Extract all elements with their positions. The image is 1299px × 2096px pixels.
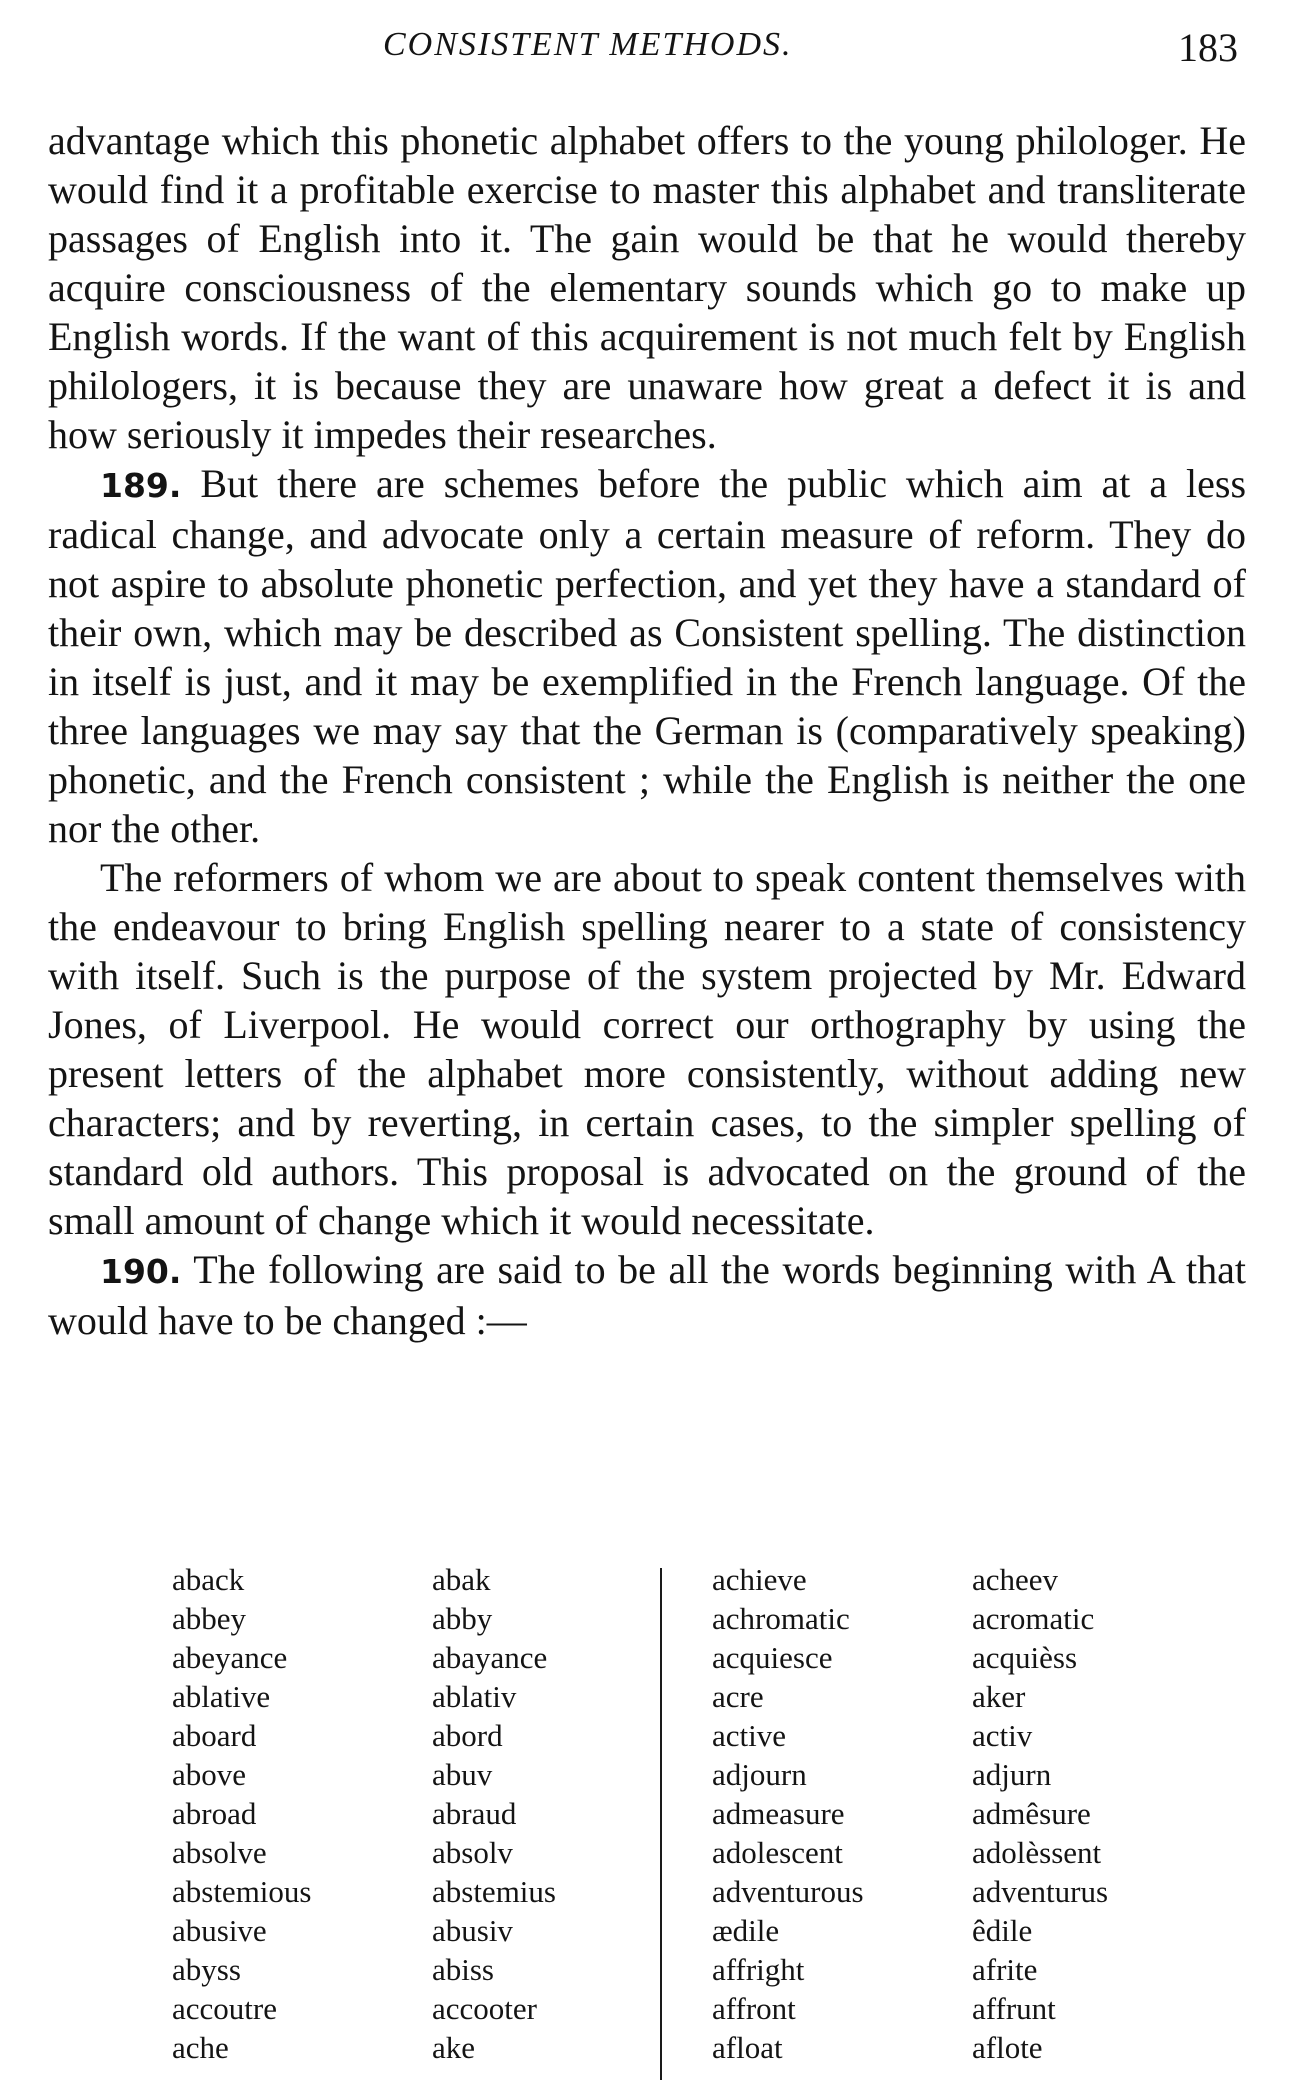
word-entry: ake — [432, 2030, 476, 2065]
word-entry: abord — [432, 1718, 503, 1753]
section-number: 190. — [100, 1252, 182, 1291]
paragraph-190 — [48, 1245, 1246, 1345]
word-entry: affrunt — [972, 1991, 1056, 2026]
page-header — [48, 18, 1248, 78]
column-reformed-2 — [972, 1560, 1108, 2067]
word-entry: afrite — [972, 1952, 1038, 1987]
paragraph-190-text: The following are said to be all the words beginning with A that would have to be changed :— — [48, 1247, 1247, 1343]
word-entry: achromatic — [712, 1601, 850, 1636]
word-entry: abstemius — [432, 1874, 556, 1909]
word-entry: accoutre — [172, 1991, 277, 2026]
word-entry: abroad — [172, 1796, 257, 1831]
word-entry: acheev — [972, 1562, 1059, 1597]
word-entry: absolv — [432, 1835, 513, 1870]
word-entry: abayance — [432, 1640, 548, 1675]
word-entry: adjourn — [712, 1757, 807, 1792]
word-entry: ache — [172, 2030, 229, 2065]
word-entry: adventurus — [972, 1874, 1109, 1909]
word-entry: active — [712, 1718, 787, 1753]
word-entry: accooter — [432, 1991, 537, 2026]
word-entry: afloat — [712, 2030, 783, 2065]
running-head: CONSISTENT METHODS. — [383, 26, 793, 63]
page-number: 183 — [1178, 25, 1238, 70]
word-entry: ædile — [712, 1913, 780, 1948]
word-entry: affront — [712, 1991, 796, 2026]
paragraph-3-text: The reformers of whom we are about to speak content themselves with the endeavour to bring English spelling nearer to a state of consistency with itself. Such is the purpose of the system projected by Mr. Edward Jones, of Liverpool. He would correct our orthography by using the present letters of the alphabet more consistently, without adding new characters; and by reverting, in certain cases, to the simpler spelling of standard old authors. This proposal is advocated on the ground of the small amount of change which it would necessitate. — [48, 855, 1246, 1243]
word-entry: abak — [432, 1562, 491, 1597]
word-entry: abyss — [172, 1952, 241, 1987]
word-entry: above — [172, 1757, 247, 1792]
paragraph-1-text: advantage which this phonetic alphabet offers to the young philologer. He would find it a profitable exercise to master this alphabet and transliterate passages of English into it. The gain would be that he would thereby acquire consciousness of the elementary sounds which go to make up English words. If the want of this acquirement is not much felt by English philologers, it is because they are unaware how great a defect it is and how seriously it impedes their researches. — [48, 118, 1246, 457]
section-number: 189. — [100, 466, 182, 505]
word-entry: abraud — [432, 1796, 517, 1831]
word-entry: abbey — [172, 1601, 247, 1636]
column-reformed-1 — [432, 1560, 556, 2067]
word-entry: acromatic — [972, 1601, 1095, 1636]
paragraph-189-text: But there are schemes before the public which aim at a less radical change, and advocate only a certain measure of reform. They do not aspire to absolute phonetic perfection, and yet they have a standard of their own, which may be described as Consistent spelling. The distinction in itself is just, and it may be exemplified in the French language. Of the three languages we may say that the German is (comparatively speaking) phonetic, and the French consistent ; while the English is neither the one nor the other. — [48, 461, 1247, 851]
word-entry: abuv — [432, 1757, 493, 1792]
word-entry: acquièss — [972, 1640, 1078, 1675]
word-entry: adolèssent — [972, 1835, 1102, 1870]
word-entry: abiss — [432, 1952, 494, 1987]
word-entry: acquiesce — [712, 1640, 833, 1675]
paragraph-3 — [48, 853, 1246, 1245]
paragraph-1 — [48, 116, 1246, 459]
word-entry: adolescent — [712, 1835, 843, 1870]
word-entry: ablativ — [432, 1679, 517, 1714]
word-entry: aboard — [172, 1718, 257, 1753]
word-entry: admeasure — [712, 1796, 845, 1831]
word-entry: abeyance — [172, 1640, 288, 1675]
paragraph-189 — [48, 459, 1246, 853]
column-original-2 — [712, 1560, 864, 2067]
word-entry: admêsure — [972, 1796, 1091, 1831]
word-entry: aflote — [972, 2030, 1043, 2065]
word-entry: activ — [972, 1718, 1033, 1753]
body-text — [48, 116, 1246, 1345]
word-entry: acre — [712, 1679, 764, 1714]
word-entry: absolve — [172, 1835, 267, 1870]
word-entry: abstemious — [172, 1874, 312, 1909]
word-entry: ablative — [172, 1679, 271, 1714]
word-entry: affright — [712, 1952, 805, 1987]
word-entry: abusive — [172, 1913, 267, 1948]
column-original-1 — [172, 1560, 312, 2067]
word-entry: abby — [432, 1601, 493, 1636]
word-entry: êdile — [972, 1913, 1033, 1948]
word-entry: aback — [172, 1562, 245, 1597]
column-divider — [660, 1568, 662, 2080]
word-entry: aker — [972, 1679, 1026, 1714]
word-entry: adventurous — [712, 1874, 864, 1909]
word-entry: achieve — [712, 1562, 807, 1597]
word-entry: abusiv — [432, 1913, 513, 1948]
word-entry: adjurn — [972, 1757, 1052, 1792]
